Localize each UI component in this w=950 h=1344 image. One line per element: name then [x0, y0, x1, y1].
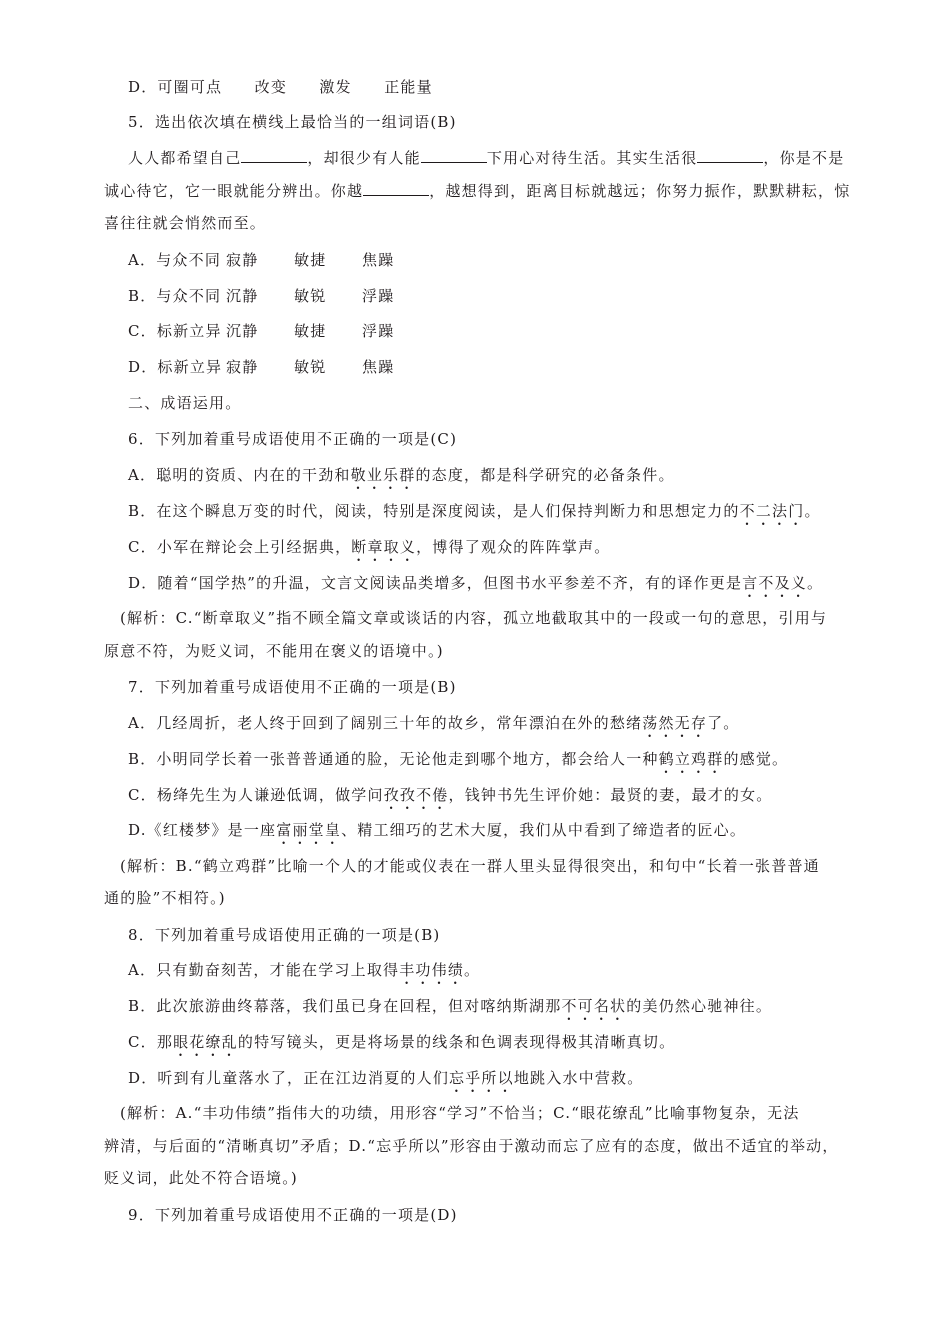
question-5-passage — [104, 180, 851, 202]
option-b — [128, 285, 868, 307]
option-d — [128, 356, 868, 378]
option-text: D.《红楼梦》是一座 — [128, 821, 277, 839]
emphasized-idiom: 丰功伟绩 — [399, 961, 465, 979]
analysis-text: 辨清，与后面的“清晰真切”矛盾；D.“忘乎所以”形容由于激动而忘了应有的态度，做出不适宜的举动， — [104, 1137, 839, 1155]
option-text: 浮躁 — [362, 322, 395, 340]
option-text: D．标新立异 — [128, 358, 223, 376]
passage-text: 下用心对待生活。其实生活很 — [486, 149, 698, 167]
emphasized-idiom: 荡然无存 — [642, 714, 708, 732]
option-text: 。 — [464, 961, 481, 979]
question-9: 9．下列加着重号成语使用不正确的一项是(D) — [128, 1206, 458, 1224]
option-text: A．几经周折，老人终于回到了阔别三十年的故乡，常年漂泊在外的愁绪 — [128, 714, 643, 732]
option-text: C．那 — [128, 1033, 174, 1051]
option-text: A．聪明的资质、内在的干劲和 — [128, 466, 351, 484]
option-c — [128, 320, 868, 342]
option-text: 焦躁 — [362, 251, 395, 269]
option-a — [128, 712, 868, 741]
emphasized-idiom: 断章取义 — [351, 538, 417, 556]
option-text: 寂静 — [226, 251, 259, 269]
option-text: ，博得了观众的阵阵掌声。 — [416, 538, 611, 556]
option-text: 焦躁 — [362, 358, 395, 376]
question-7: 7．下列加着重号成语使用不正确的一项是(B) — [128, 678, 457, 696]
option-text: 的态度，都是科学研究的必备条件。 — [415, 466, 675, 484]
option-text: B．在这个瞬息万变的时代，阅读，特别是深度阅读，是人们保持判断力和思想定力的 — [128, 502, 740, 520]
option-text: 沉静 — [226, 287, 259, 305]
option-text: 的感觉。 — [723, 750, 789, 768]
option-text: C．杨绛先生为人谦逊低调，做学问 — [128, 786, 384, 804]
option-line: D．可圈可点 改变 激发 正能量 — [128, 78, 433, 96]
question-8: 8．下列加着重号成语使用正确的一项是(B) — [128, 926, 441, 944]
option-text: 地跳入水中营救。 — [513, 1069, 644, 1087]
emphasized-idiom: 富丽堂皇 — [276, 821, 342, 839]
option-a — [128, 959, 868, 988]
option-text: B．此次旅游曲终幕落，我们虽已身在回程，但对喀纳斯湖那 — [128, 997, 562, 1015]
option-text: 敏捷 — [294, 322, 327, 340]
option-text: 了。 — [707, 714, 740, 732]
fill-blank — [241, 148, 307, 163]
option-b — [128, 995, 868, 1024]
option-text: ，钱钟书先生评价她：最贤的妻，最才的女。 — [448, 786, 773, 804]
option-d — [128, 572, 868, 601]
analysis-text: (解析：C.“断章取义”指不顾全篇文章或谈话的内容，孤立地截取其中的一段或一句的意思，引用与 — [120, 609, 828, 627]
passage-text: 人人都希望自己 — [128, 149, 242, 167]
emphasized-idiom: 敬业乐群 — [350, 466, 416, 484]
option-text: 敏捷 — [294, 251, 327, 269]
fill-blank — [363, 181, 429, 196]
passage-text: ，越想得到，距离目标就越远；你努力振作，默默耕耘，惊 — [429, 182, 851, 200]
option-text: 敏锐 — [294, 287, 327, 305]
option-text: 的美仍然心驰神往。 — [626, 997, 773, 1015]
option-text: 敏锐 — [294, 358, 327, 376]
analysis-text: (解析：A.“丰功伟绩”指伟大的功绩，用形容“学习”不恰当；C.“眼花缭乱”比喻事物复杂，无法 — [120, 1104, 800, 1122]
option-text: B．与众不同 — [128, 287, 222, 305]
option-text: 寂静 — [226, 358, 259, 376]
emphasized-idiom: 不可名状 — [561, 997, 627, 1015]
question-5-passage — [128, 147, 868, 169]
emphasized-idiom: 忘乎所以 — [449, 1069, 514, 1087]
option-c — [128, 784, 868, 813]
option-text: B．小明同学长着一张普普通通的脸，无论他走到哪个地方，都会给人一种 — [128, 750, 659, 768]
emphasized-idiom: 眼花缭乱 — [173, 1033, 238, 1051]
section-heading: 二、成语运用。 — [128, 394, 242, 412]
emphasized-idiom: 孜孜不倦 — [383, 786, 449, 804]
analysis-text: (解析：B.“鹤立鸡群”比喻一个人的才能或仪表在一群人里头显得很突出，和句中“长着一张普普通 — [120, 857, 820, 875]
emphasized-idiom: 言不及义 — [742, 574, 807, 592]
option-text: 。 — [804, 502, 821, 520]
question-5: 5．选出依次填在横线上最恰当的一组词语(B) — [128, 113, 457, 131]
option-a — [128, 464, 868, 493]
option-text: 、精工细巧的艺术大厦，我们从中看到了缔造者的匠心。 — [341, 821, 747, 839]
fill-blank — [421, 148, 487, 163]
option-text: C．标新立异 — [128, 322, 222, 340]
question-5-passage: 喜往往就会悄然而至。 — [104, 214, 267, 232]
option-b — [128, 748, 868, 777]
option-text: 浮躁 — [362, 287, 395, 305]
option-a — [128, 249, 868, 271]
option-text: D．听到有儿童落水了，正在江边消夏的人们 — [128, 1069, 450, 1087]
option-text: C．小军在辩论会上引经据典， — [128, 538, 352, 556]
option-d — [128, 1067, 868, 1096]
option-c — [128, 536, 868, 565]
option-c — [128, 1031, 868, 1060]
option-b — [128, 500, 868, 529]
option-text: A．与众不同 — [128, 251, 222, 269]
question-6: 6．下列加着重号成语使用不正确的一项是(C) — [128, 430, 458, 448]
analysis-text: 原意不符，为贬义词，不能用在褒义的语境中。) — [104, 642, 444, 660]
option-text: 沉静 — [226, 322, 259, 340]
passage-text: ，你是不是 — [763, 149, 845, 167]
emphasized-idiom: 鹤立鸡群 — [658, 750, 724, 768]
option-text: D．随着“国学热”的升温，文言文阅读品类增多，但图书水平参差不齐，有的译作更是 — [128, 574, 743, 592]
analysis-text: 通的脸”不相符。) — [104, 889, 226, 907]
analysis-text: 贬义词，此处不符合语境。) — [104, 1169, 298, 1187]
passage-text: 诚心待它，它一眼就能分辨出。你越 — [104, 182, 364, 200]
option-text: 。 — [806, 574, 824, 592]
option-text: A．只有勤奋刻苦，才能在学习上取得 — [128, 961, 400, 979]
emphasized-idiom: 不二法门 — [739, 502, 805, 520]
passage-text: ，却很少有人能 — [307, 149, 421, 167]
option-d — [128, 819, 868, 848]
option-text: 的特写镜头，更是将场景的线条和色调表现得极其清晰真切。 — [237, 1033, 676, 1051]
fill-blank — [697, 148, 763, 163]
